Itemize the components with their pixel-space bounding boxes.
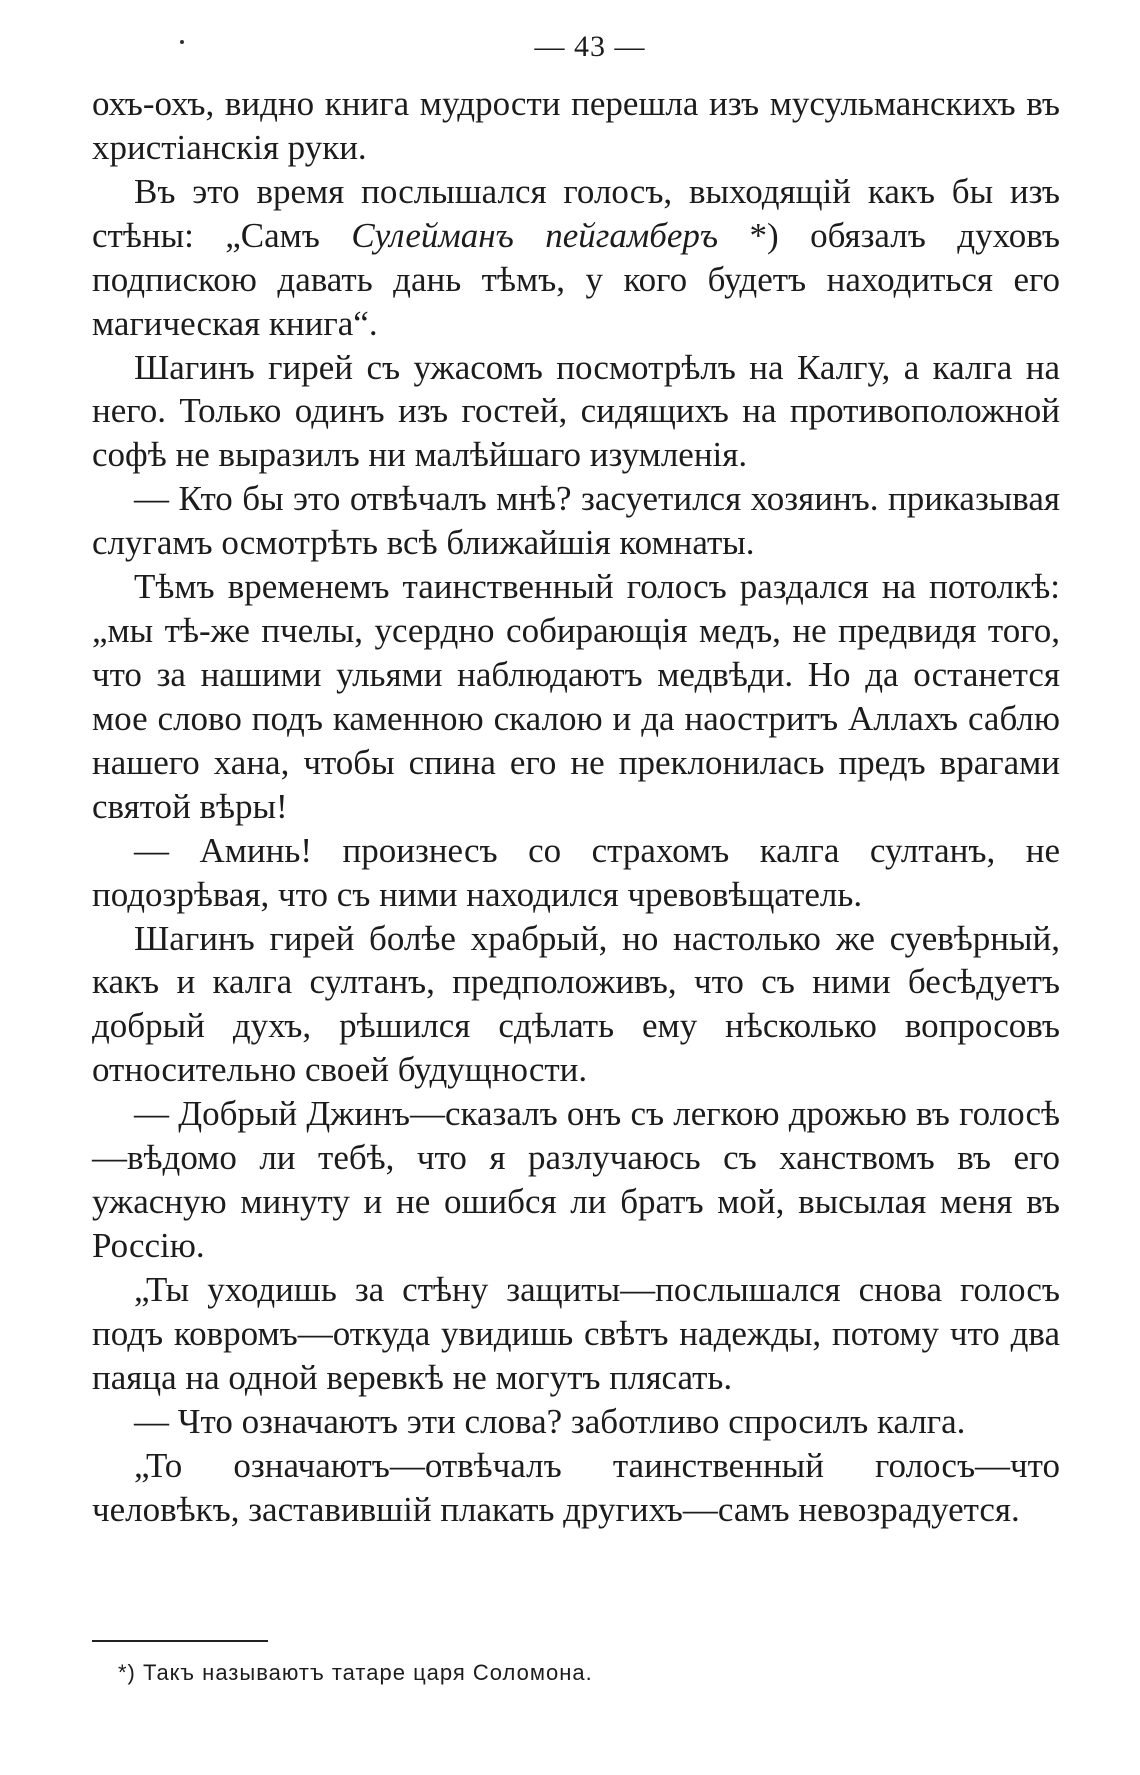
body-text — [92, 82, 1060, 1531]
paragraph-2 — [92, 170, 1060, 346]
paragraph-8: — Добрый Джинъ—сказалъ онъ съ легкою дрожью въ голосѣ—вѣдомо ли тебѣ, что я разлучаюсь съ ханствомъ въ его ужасную минуту и не ошибся ли братъ мой, высылая меня въ Россію. — [92, 1094, 1060, 1265]
paragraph-9: „Ты уходишь за стѣну защиты—послышался снова голосъ подъ ковромъ—откуда увидишь свѣтъ надежды, потому что два паяца на одной веревкѣ не могутъ плясать. — [92, 1269, 1060, 1397]
paragraph-7: Шагинъ гирей болѣе храбрый, но настолько же суевѣрный, какъ и калга султанъ, предположивъ, что съ ними бесѣдуетъ добрый духъ, рѣшился сдѣлать ему нѣсколько вопросовъ относительно своей будущности. — [92, 918, 1060, 1090]
footnote: *) Такъ называютъ татаре царя Соломона. — [118, 1660, 593, 1685]
paragraph-1: охъ-охъ, видно книга мудрости перешла изъ мусульманскихъ въ христіанскія руки. — [92, 84, 1060, 167]
paragraph-3: Шагинъ гирей съ ужасомъ посмотрѣлъ на Калгу, а калга на него. Только одинъ изъ гостей, сидящихъ на противоположной софѣ не выразилъ ни малѣйшаго изумленія. — [92, 347, 1060, 475]
italic-name: Сулейманъ пейгамберъ — [351, 215, 719, 255]
paragraph-6: — Аминь! произнесъ со страхомъ калга султанъ, не подозрѣвая, что съ ними находился чревовѣщатель. — [92, 830, 1060, 914]
page-number: — 43 — — [534, 30, 646, 63]
footnote-divider — [92, 1640, 268, 1642]
paragraph-4: — Кто бы это отвѣчалъ мнѣ? засуетился хозяинъ. приказывая слугамъ осмотрѣть всѣ ближайшія комнаты. — [92, 479, 1060, 563]
paragraph-2-start: Въ это время послышался голосъ, выходящій какъ бы изъ стѣны: „Самъ — [92, 171, 1060, 255]
paragraph-11: „То означаютъ—отвѣчалъ таинственный голосъ—что человѣкъ, заставившій плакать другихъ—самъ невозрадуется. — [92, 1445, 1060, 1529]
paragraph-5: Тѣмъ временемъ таинственный голосъ раздался на потолкѣ: „мы тѣ-же пчелы, усердно собирающія медъ, не предвидя того, что за нашими ульями наблюдаютъ медвѣди. Но да останется мое слово подъ каменною скалою и да наостритъ Аллахъ саблю нашего хана, чтобы спина его не преклонилась предъ врагами святой вѣры! — [92, 567, 1060, 826]
paragraph-2-end: *) обязалъ духовъ подпискою давать дань тѣмъ, у кого будетъ находиться его магическая книга“. — [92, 215, 1060, 343]
paragraph-10: — Что означаютъ эти слова? заботливо спросилъ калга. — [134, 1401, 966, 1441]
